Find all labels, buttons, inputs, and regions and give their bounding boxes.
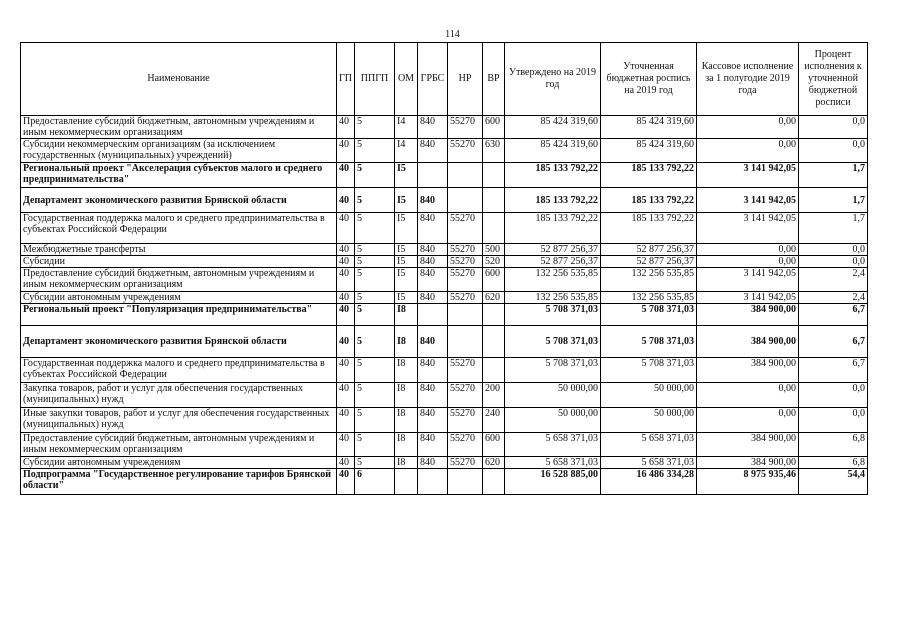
cell-approved: 132 256 535,85 <box>505 268 601 292</box>
cell-refined: 185 133 792,22 <box>601 163 697 188</box>
cell-name: Региональный проект "Акселерация субъектов малого и среднего предпринимательства" <box>21 163 337 188</box>
cell-om: I8 <box>395 326 418 358</box>
cell-cash: 0,00 <box>697 244 799 256</box>
page-number: 114 <box>445 29 460 40</box>
cell-np <box>448 188 483 213</box>
cell-grbs <box>418 163 448 188</box>
cell-refined: 52 877 256,37 <box>601 256 697 268</box>
cell-gp: 40 <box>337 213 355 244</box>
cell-name: Департамент экономического развития Брянской области <box>21 326 337 358</box>
cell-refined: 50 000,00 <box>601 408 697 433</box>
cell-gp: 40 <box>337 139 355 163</box>
cell-cash: 3 141 942,05 <box>697 292 799 304</box>
table-row <box>21 433 868 457</box>
table-row <box>21 326 868 358</box>
cell-grbs: 840 <box>418 433 448 457</box>
cell-ppgp: 5 <box>355 326 395 358</box>
cell-np: 55270 <box>448 292 483 304</box>
cell-grbs: 840 <box>418 383 448 408</box>
cell-cash: 0,00 <box>697 408 799 433</box>
cell-percent: 0,0 <box>799 256 868 268</box>
table-row <box>21 139 868 163</box>
cell-vr: 600 <box>483 116 505 139</box>
cell-vr: 620 <box>483 457 505 469</box>
cell-name: Субсидии <box>21 256 337 268</box>
cell-ppgp: 5 <box>355 408 395 433</box>
cell-cash: 384 900,00 <box>697 304 799 326</box>
header-cash: Кассовое исполнение за 1 полугодие 2019 года <box>697 43 799 116</box>
cell-cash: 384 900,00 <box>697 358 799 383</box>
cell-om: I8 <box>395 457 418 469</box>
cell-vr: 630 <box>483 139 505 163</box>
cell-name: Государственная поддержка малого и среднего предпринимательства в субъектах Российской Федерации <box>21 213 337 244</box>
cell-approved: 132 256 535,85 <box>505 292 601 304</box>
cell-refined: 132 256 535,85 <box>601 292 697 304</box>
cell-name: Департамент экономического развития Брянской области <box>21 188 337 213</box>
header-grbs: ГРБС <box>418 43 448 116</box>
cell-approved: 16 528 885,00 <box>505 469 601 495</box>
cell-approved: 5 708 371,03 <box>505 304 601 326</box>
cell-approved: 85 424 319,60 <box>505 116 601 139</box>
cell-np <box>448 163 483 188</box>
cell-percent: 2,4 <box>799 268 868 292</box>
cell-np <box>448 469 483 495</box>
header-gp: ГП <box>337 43 355 116</box>
cell-om: I5 <box>395 268 418 292</box>
cell-refined: 5 708 371,03 <box>601 326 697 358</box>
cell-ppgp: 5 <box>355 163 395 188</box>
cell-approved: 185 133 792,22 <box>505 213 601 244</box>
cell-vr: 240 <box>483 408 505 433</box>
cell-ppgp: 6 <box>355 469 395 495</box>
cell-vr <box>483 213 505 244</box>
cell-approved: 52 877 256,37 <box>505 244 601 256</box>
cell-cash: 0,00 <box>697 116 799 139</box>
cell-grbs: 840 <box>418 139 448 163</box>
cell-refined: 5 708 371,03 <box>601 304 697 326</box>
cell-name: Субсидии некоммерческим организациям (за исключением государственных (муниципальных) учреждений) <box>21 139 337 163</box>
cell-percent: 6,8 <box>799 457 868 469</box>
cell-ppgp: 5 <box>355 433 395 457</box>
cell-approved: 5 708 371,03 <box>505 358 601 383</box>
table-row <box>21 469 868 495</box>
cell-cash: 3 141 942,05 <box>697 188 799 213</box>
cell-gp: 40 <box>337 433 355 457</box>
cell-percent: 6,7 <box>799 358 868 383</box>
cell-cash: 384 900,00 <box>697 457 799 469</box>
cell-refined: 5 658 371,03 <box>601 457 697 469</box>
cell-om: I5 <box>395 256 418 268</box>
cell-name: Предоставление субсидий бюджетным, автономным учреждениям и иным некоммерческим организациям <box>21 433 337 457</box>
cell-refined: 5 708 371,03 <box>601 358 697 383</box>
cell-ppgp: 5 <box>355 188 395 213</box>
cell-om: I8 <box>395 408 418 433</box>
cell-ppgp: 5 <box>355 457 395 469</box>
cell-vr <box>483 469 505 495</box>
cell-grbs: 840 <box>418 457 448 469</box>
cell-om: I8 <box>395 383 418 408</box>
cell-percent: 6,7 <box>799 326 868 358</box>
table-row <box>21 213 868 244</box>
cell-om <box>395 469 418 495</box>
cell-approved: 185 133 792,22 <box>505 188 601 213</box>
cell-np: 55270 <box>448 244 483 256</box>
cell-grbs: 840 <box>418 326 448 358</box>
cell-np: 55270 <box>448 433 483 457</box>
cell-np: 55270 <box>448 256 483 268</box>
cell-np: 55270 <box>448 457 483 469</box>
cell-refined: 16 486 334,28 <box>601 469 697 495</box>
cell-ppgp: 5 <box>355 213 395 244</box>
cell-percent: 0,0 <box>799 116 868 139</box>
cell-grbs: 840 <box>418 188 448 213</box>
cell-np: 55270 <box>448 383 483 408</box>
cell-approved: 50 000,00 <box>505 408 601 433</box>
table-row <box>21 244 868 256</box>
cell-gp: 40 <box>337 163 355 188</box>
cell-refined: 52 877 256,37 <box>601 244 697 256</box>
cell-name: Предоставление субсидий бюджетным, автономным учреждениям и иным некоммерческим организациям <box>21 116 337 139</box>
cell-cash: 3 141 942,05 <box>697 163 799 188</box>
cell-vr: 600 <box>483 433 505 457</box>
cell-om: I8 <box>395 433 418 457</box>
header-approved: Утверждено на 2019 год <box>505 43 601 116</box>
cell-name: Межбюджетные трансферты <box>21 244 337 256</box>
cell-name: Государственная поддержка малого и среднего предпринимательства в субъектах Российской Федерации <box>21 358 337 383</box>
header-percent: Процент исполнения к уточненной бюджетной росписи <box>799 43 868 116</box>
cell-ppgp: 5 <box>355 244 395 256</box>
cell-np: 55270 <box>448 116 483 139</box>
cell-np: 55270 <box>448 139 483 163</box>
cell-approved: 85 424 319,60 <box>505 139 601 163</box>
cell-percent: 0,0 <box>799 408 868 433</box>
header-name: Наименование <box>21 43 337 116</box>
cell-cash: 0,00 <box>697 139 799 163</box>
cell-refined: 85 424 319,60 <box>601 139 697 163</box>
table-row <box>21 292 868 304</box>
cell-grbs: 840 <box>418 213 448 244</box>
cell-om: I8 <box>395 358 418 383</box>
cell-percent: 6,8 <box>799 433 868 457</box>
table-row <box>21 256 868 268</box>
cell-approved: 5 658 371,03 <box>505 457 601 469</box>
table-row <box>21 163 868 188</box>
header-np: НР <box>448 43 483 116</box>
cell-ppgp: 5 <box>355 139 395 163</box>
cell-cash: 3 141 942,05 <box>697 268 799 292</box>
cell-approved: 52 877 256,37 <box>505 256 601 268</box>
cell-ppgp: 5 <box>355 256 395 268</box>
cell-vr <box>483 326 505 358</box>
cell-vr: 620 <box>483 292 505 304</box>
cell-gp: 40 <box>337 457 355 469</box>
cell-percent: 1,7 <box>799 213 868 244</box>
cell-percent: 0,0 <box>799 383 868 408</box>
table-row <box>21 116 868 139</box>
cell-percent: 1,7 <box>799 163 868 188</box>
cell-om: I8 <box>395 304 418 326</box>
cell-np <box>448 326 483 358</box>
table-row <box>21 268 868 292</box>
cell-gp: 40 <box>337 304 355 326</box>
cell-np <box>448 304 483 326</box>
cell-ppgp: 5 <box>355 292 395 304</box>
cell-np: 55270 <box>448 213 483 244</box>
cell-name: Региональный проект "Популяризация предпринимательства" <box>21 304 337 326</box>
cell-name: Предоставление субсидий бюджетным, автономным учреждениям и иным некоммерческим организациям <box>21 268 337 292</box>
cell-vr <box>483 188 505 213</box>
table-row <box>21 188 868 213</box>
table-row <box>21 358 868 383</box>
cell-approved: 50 000,00 <box>505 383 601 408</box>
cell-vr: 520 <box>483 256 505 268</box>
cell-om: I5 <box>395 163 418 188</box>
cell-name: Субсидии автономным учреждениям <box>21 457 337 469</box>
cell-refined: 5 658 371,03 <box>601 433 697 457</box>
cell-percent: 0,0 <box>799 244 868 256</box>
cell-vr <box>483 304 505 326</box>
cell-grbs: 840 <box>418 116 448 139</box>
cell-refined: 132 256 535,85 <box>601 268 697 292</box>
cell-om: I5 <box>395 292 418 304</box>
cell-cash: 0,00 <box>697 256 799 268</box>
table-row <box>21 383 868 408</box>
cell-ppgp: 5 <box>355 268 395 292</box>
cell-grbs: 840 <box>418 358 448 383</box>
cell-gp: 40 <box>337 268 355 292</box>
cell-om: I5 <box>395 188 418 213</box>
cell-om: I5 <box>395 213 418 244</box>
cell-np: 55270 <box>448 408 483 433</box>
cell-cash: 0,00 <box>697 383 799 408</box>
cell-gp: 40 <box>337 326 355 358</box>
cell-percent: 0,0 <box>799 139 868 163</box>
cell-grbs: 840 <box>418 408 448 433</box>
cell-ppgp: 5 <box>355 358 395 383</box>
cell-gp: 40 <box>337 292 355 304</box>
cell-percent: 54,4 <box>799 469 868 495</box>
cell-cash: 384 900,00 <box>697 326 799 358</box>
cell-name: Иные закупки товаров, работ и услуг для обеспечения государственных (муниципальных) нужд <box>21 408 337 433</box>
cell-vr <box>483 358 505 383</box>
cell-vr: 500 <box>483 244 505 256</box>
cell-grbs: 840 <box>418 292 448 304</box>
cell-approved: 5 658 371,03 <box>505 433 601 457</box>
cell-cash: 384 900,00 <box>697 433 799 457</box>
cell-gp: 40 <box>337 116 355 139</box>
cell-gp: 40 <box>337 358 355 383</box>
cell-percent: 2,4 <box>799 292 868 304</box>
cell-gp: 40 <box>337 244 355 256</box>
cell-refined: 185 133 792,22 <box>601 188 697 213</box>
table-header-row <box>21 43 868 116</box>
budget-execution-table <box>20 42 868 495</box>
cell-gp: 40 <box>337 408 355 433</box>
cell-vr: 200 <box>483 383 505 408</box>
header-om: ОМ <box>395 43 418 116</box>
cell-ppgp: 5 <box>355 304 395 326</box>
cell-grbs <box>418 304 448 326</box>
cell-refined: 185 133 792,22 <box>601 213 697 244</box>
cell-grbs <box>418 469 448 495</box>
cell-name: Закупка товаров, работ и услуг для обеспечения государственных (муниципальных) нужд <box>21 383 337 408</box>
cell-om: I5 <box>395 244 418 256</box>
cell-name: Подпрограмма "Государственное регулирование тарифов Брянской области" <box>21 469 337 495</box>
cell-percent: 6,7 <box>799 304 868 326</box>
cell-gp: 40 <box>337 256 355 268</box>
cell-vr: 600 <box>483 268 505 292</box>
table-row <box>21 408 868 433</box>
cell-refined: 85 424 319,60 <box>601 116 697 139</box>
cell-om: I4 <box>395 139 418 163</box>
cell-grbs: 840 <box>418 268 448 292</box>
header-ppgp: ППГП <box>355 43 395 116</box>
cell-vr <box>483 163 505 188</box>
cell-np: 55270 <box>448 358 483 383</box>
header-refined: Уточненная бюджетная роспись на 2019 год <box>601 43 697 116</box>
table-row <box>21 304 868 326</box>
cell-cash: 8 975 935,46 <box>697 469 799 495</box>
cell-name: Субсидии автономным учреждениям <box>21 292 337 304</box>
cell-percent: 1,7 <box>799 188 868 213</box>
cell-gp: 40 <box>337 188 355 213</box>
cell-ppgp: 5 <box>355 383 395 408</box>
cell-grbs: 840 <box>418 256 448 268</box>
cell-gp: 40 <box>337 383 355 408</box>
header-vr: ВР <box>483 43 505 116</box>
cell-np: 55270 <box>448 268 483 292</box>
cell-cash: 3 141 942,05 <box>697 213 799 244</box>
cell-ppgp: 5 <box>355 116 395 139</box>
cell-approved: 5 708 371,03 <box>505 326 601 358</box>
cell-refined: 50 000,00 <box>601 383 697 408</box>
cell-approved: 185 133 792,22 <box>505 163 601 188</box>
table-row <box>21 457 868 469</box>
cell-grbs: 840 <box>418 244 448 256</box>
cell-om: I4 <box>395 116 418 139</box>
cell-gp: 40 <box>337 469 355 495</box>
